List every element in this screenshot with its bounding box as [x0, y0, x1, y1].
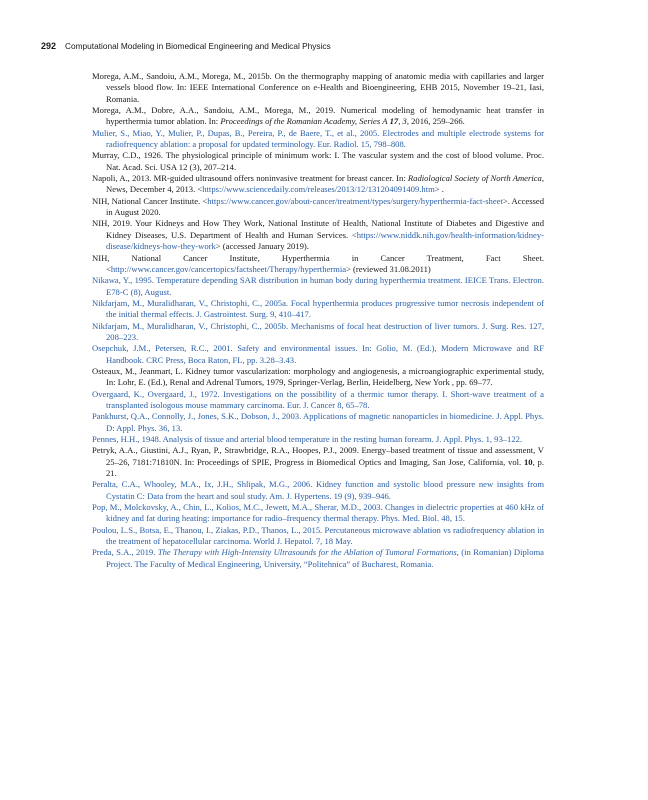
reference-url-link[interactable]: https://www.cancer.gov/about-cancer/treatment/types/surgery/hyperthermia-fact-sheet: [207, 195, 503, 206]
page-number: 292: [41, 41, 57, 51]
reference-list: [92, 71, 544, 570]
reference-overgaard-1972[interactable]: Overgaard, K., Overgaard, J., 1972. Investigations on the possibility of a thermic tumor therapy. I. Short-wave treatment of a transplanted isologous mouse mammary carcinoma. Eur. J. Cancer 8, 65–78.: [92, 388, 544, 410]
reference-poulou-2015[interactable]: Poulou, L.S., Botsa, E., Thanou, I., Ziakas, P.D., Thanos, L., 2015. Percutaneous microwave ablation vs radiofrequency ablation in the treatment of hepatocellular carcinoma. World J. Hepatol. 7, 18 May.: [92, 524, 544, 547]
reference-url-link[interactable]: https://www.sciencedaily.com/releases/2013/12/131204091409.htm: [202, 184, 435, 195]
reference-petryk-2009: Petryk, A.A., Giustini, A.J., Ryan, P., Strawbridge, R.A., Hoopes, P.J., 2009. Energy–based treatment of tissue and assessment, V 25–26, 7181:71810N. In: Proceedings of SPIE, Progress in Biomedical Optics and Imaging, San Jose, California, vol. 10, p. 21.: [92, 445, 544, 479]
reference-pop-2003[interactable]: Pop, M., Molckovsky, A., Chin, L., Kolios, M.C., Jewett, M.A., Sherar, M.D., 2003. Changes in dielectric properties at 460 kHz of kidney and fat during heating: importance for radio–frequency thermal therapy. Phys. Med. Biol. 48, 15.: [92, 502, 544, 524]
running-title: Computational Modeling in Biomedical Engineering and Medical Physics: [65, 41, 331, 51]
reference-nih-nci: NIH, National Cancer Institute. <https://www.cancer.gov/about-cancer/treatment/types/surgery/hyperthermia-fact-sheet>. Accessed in August 2020.: [92, 195, 544, 218]
page-header: [41, 41, 608, 52]
reference-nikfarjam-2005b[interactable]: Nikfarjam, M., Muralidharan, V., Christophi, C., 2005b. Mechanisms of focal heat destruction of liver tumors. J. Surg. Res. 127, 208–223.: [92, 320, 544, 342]
reference-pankhurst-2003[interactable]: Pankhurst, Q.A., Connolly, J., Jones, S.K., Dobson, J., 2003. Applications of magnetic nanoparticles in biomedicine. J. Appl. Phys. D: Appl. Phys. 36, 13.: [92, 411, 544, 433]
reference-morega-2015b: Morega, A.M., Sandoiu, A.M., Morega, M., 2015b. On the thermography mapping of anatomic media with capillaries and larger vessels blood flow. In: IEEE International Conference on e-Health and Bioengineering, EHB 2015, November 19–21, Iasi, Romania.: [92, 71, 544, 104]
reference-preda-2019[interactable]: Preda, S.A., 2019. The Therapy with High-Intensity Ultrasounds for the Ablation of Tumoral Formations, (in Romanian) Diploma Project. The Faculty of Medical Engineering, University, “Politehnica” of Bucharest, Romania.: [92, 547, 544, 569]
reference-nih-2019: NIH, 2019. Your Kidneys and How They Work, National Institute of Health, National Institute of Diabetes and Digestive and Kidney Diseases, U.S. Department of Health and Human Services. <https://www.niddk.nih.gov/health-information/kidney-disease/kidneys-how-they-work> (accessed January 2019).: [92, 218, 544, 252]
reference-url-link[interactable]: http://www.cancer.gov/cancertopics/factsheet/Therapy/hyperthermia: [110, 263, 347, 274]
reference-osteaux: Osteaux, M., Jeanmart, L. Kidney tumor vascularization: morphology and angiogenesis, a microangiographic experimental study, In: Lohr, E. (Ed.), Renal and Adrenal Tumors, 1979, Springer-Verlag, Berlin, Heidelberg, New York , pp. 69–77.: [92, 365, 544, 388]
reference-pennes-1948[interactable]: Pennes, H.H., 1948. Analysis of tissue and arterial blood temperature in the resting human forearm. J. Appl. Phys. 1, 93–122.: [92, 434, 523, 444]
reference-url-link[interactable]: https://www.niddk.nih.gov/health-information/kidney-disease/kidneys-how-they-work: [106, 229, 544, 252]
reference-napoli-2013: Napoli, A., 2013. MR-guided ultrasound offers noninvasive treatment for breast cancer. In: Radiological Society of North America, News, December 4, 2013. <https://www.sciencedaily.com/releases/2013/12/131204091409.htm> .: [92, 173, 544, 195]
reference-mulier-2005[interactable]: Mulier, S., Miao, Y., Mulier, P., Dupas, B., Pereira, P., de Baere, T., et al., 2005. Electrodes and multiple electrode systems for radiofrequency ablation: a proposal for updated terminology. Eur. Radiol. 15, 798–808.: [92, 127, 544, 150]
reference-morega-2019: Morega, A.M., Dobre, A.A., Sandoiu, A.M., Morega, M., 2019. Numerical modeling of hemodynamic heat transfer in hyperthermia tumor ablation. In: Proceedings of the Romanian Academy, Series A 17, 3, 2016, 259–266.: [92, 105, 544, 127]
reference-nikfarjam-2005a[interactable]: Nikfarjam, M., Muralidharan, V., Christophi, C., 2005a. Focal hyperthermia produces progressive tumor necrosis independent of the initial thermal effects. J. Gastrointest. Surg. 9, 410–417.: [92, 297, 544, 320]
reference-nih-hyperthermia: NIH, National Cancer Institute, Hyperthermia in Cancer Treatment, Fact Sheet. <http://www.cancer.gov/cancertopics/factsheet/Therapy/hyperthermia> (reviewed 31.08.2011): [92, 252, 544, 274]
reference-peralta-2006[interactable]: Peralta, C.A., Whooley, M.A., Ix, J.H., Shlipak, M.G., 2006. Kidney function and systolic blood pressure new insights from Cystatin C: Data from the heart and soul study. Am. J. Hypertens. 19 (9), 939–946.: [92, 479, 544, 501]
reference-murray-1926: Murray, C.D., 1926. The physiological principle of minimum work: I. The vascular system and the cost of blood volume. Proc. Nat. Acad. Sci. USA 12 (3), 207–214.: [92, 150, 544, 172]
reference-nikawa-1995[interactable]: Nikawa, Y., 1995. Temperature depending SAR distribution in human body during hyperthermia treatment. IEICE Trans. Electron. E78-C (8), August.: [92, 275, 544, 297]
reference-osepchuk-2001[interactable]: Osepchuk, J.M., Petersen, R.C., 2001. Safety and environmental issues. In: Golio, M. (Ed.), Modern Microwave and RF Handbook. CRC Press, Boca Raton, FL, pp. 3.28–3.43.: [92, 343, 544, 365]
